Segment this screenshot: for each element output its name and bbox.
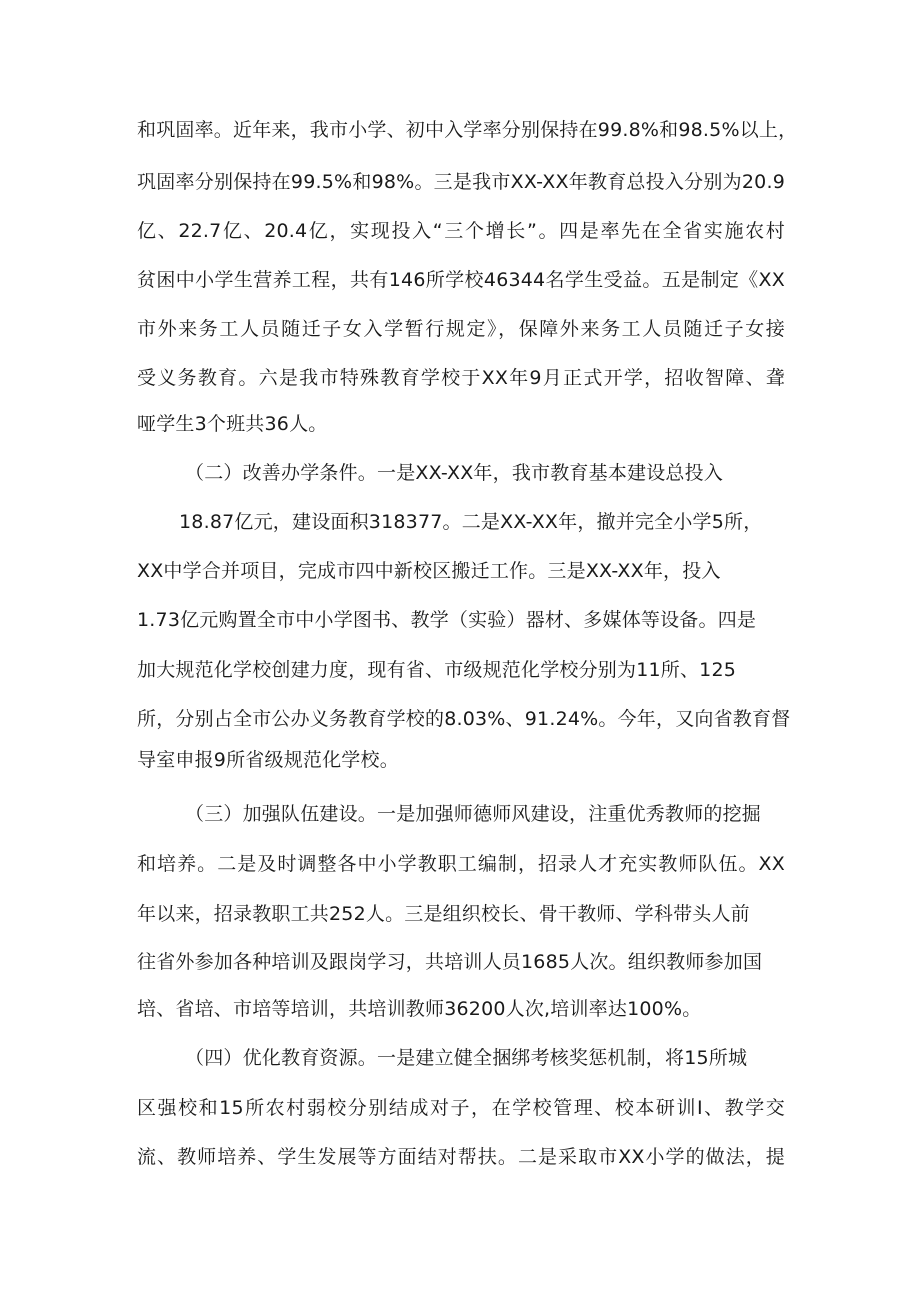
paragraph-line: 区强校和15所农村弱校分别结成对子，在学校管理、校本研训I、教学交 bbox=[137, 1097, 785, 1119]
paragraph-line: 18.87亿元，建设面积318377。二是XX-XX年，撤并完全小学5所， bbox=[179, 511, 763, 533]
paragraph-line: 和巩固率。近年来，我市小学、初中入学率分别保持在99.8%和98.5%以上， bbox=[137, 119, 798, 141]
paragraph-line: 巩固率分别保持在99.5%和98%。三是我市XX-XX年教育总投入分别为20.9 bbox=[137, 171, 785, 193]
paragraph-line: 和培养。二是及时调整各中小学教职工编制，招录人才充实教师队伍。XX bbox=[137, 853, 785, 875]
section-heading-line: （二）改善办学条件。一是XX-XX年，我市教育基本建设总投入 bbox=[185, 462, 724, 484]
paragraph-line: 培、省培、市培等培训，共培训教师36200人次,培训率达100%。 bbox=[137, 998, 702, 1020]
paragraph-line: 受义务教育。六是我市特殊教育学校于XX年9月正式开学，招收智障、聋 bbox=[137, 367, 785, 389]
paragraph-line: 亿、22.7亿、20.4亿，实现投入“三个增长”。四是率先在全省实施农村 bbox=[137, 220, 785, 242]
paragraph-line: 贫困中小学生营养工程，共有146所学校46344名学生受益。五是制定《XX bbox=[137, 269, 785, 291]
paragraph-line: 流、教师培养、学生发展等方面结对帮扶。二是采取市XX小学的做法，提 bbox=[137, 1146, 785, 1168]
paragraph-line: 往省外参加各种培训及跟岗学习，共培训人员1685人次。组织教师参加国 bbox=[137, 951, 763, 973]
paragraph-line: 加大规范化学校创建力度，现有省、市级规范化学校分别为11所、125 bbox=[137, 659, 737, 681]
section-heading-line: （四）优化教育资源。一是建立健全捆绑考核奖惩机制，将15所城 bbox=[185, 1047, 748, 1069]
paragraph-line: 年以来，招录教职工共252人。三是组织校长、骨干教师、学科带头人前 bbox=[137, 903, 750, 925]
paragraph-line: 1.73亿元购置全市中小学图书、教学（实验）器材、多媒体等设备。四是 bbox=[137, 609, 757, 631]
paragraph-line: 哑学生3个班共36人。 bbox=[137, 413, 328, 435]
paragraph-line: 所，分别占全市公办义务教育学校的8.03%、91.24%。今年，又向省教育督 bbox=[137, 708, 791, 730]
paragraph-line: 导室申报9所省级规范化学校。 bbox=[137, 749, 399, 771]
section-heading-line: （三）加强队伍建设。一是加强师德师风建设，注重优秀教师的挖掘 bbox=[185, 803, 762, 825]
paragraph-line: XX中学合并项目，完成市四中新校区搬迁工作。三是XX-XX年，投入 bbox=[137, 560, 721, 582]
paragraph-line: 市外来务工人员随迁子女入学暂行规定》，保障外来务工人员随迁子女接 bbox=[137, 318, 785, 340]
